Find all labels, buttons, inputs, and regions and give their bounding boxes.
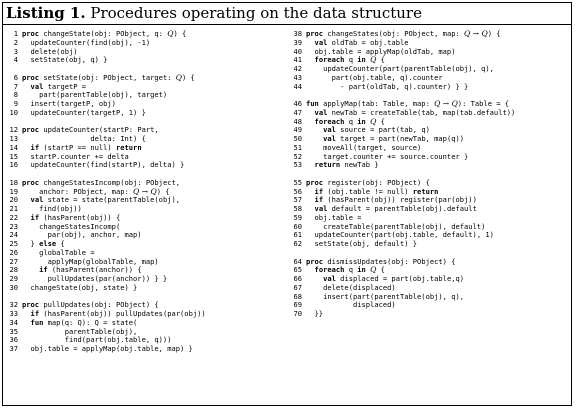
math-symbol: Q [464,29,471,38]
code-text: q [344,265,358,275]
line-number: 44 [293,81,302,91]
code-text: insert(targetP, obj) [22,99,116,108]
line-number: 20 [9,195,18,205]
code-text [306,125,323,134]
code-keyword: if [314,186,324,196]
code-keyword: val [314,204,328,213]
math-arrow: → [470,29,482,38]
line-number: 60 [293,221,302,231]
code-text: targetP = [43,81,87,91]
code-text: ): Table = { [457,99,510,108]
code-text [22,309,31,318]
code-keyword: if [30,212,40,222]
code-text: part(obj.table, q).counter [306,72,443,82]
code-text: updateCounter(find(obj), -1) [22,37,151,47]
code-text: setState(obj, default) } [306,239,418,248]
line-number: 68 [293,291,302,301]
math-symbol: Q [150,186,157,196]
line-number: 61 [293,230,302,240]
code-text [306,55,315,64]
line-number: 37 [9,344,18,353]
code-text: obj.table = applyMap(oldTab, map) [306,46,456,56]
code-line [4,109,252,118]
code-text: createTable(parentTable(obj), default) [306,221,486,231]
code-text: default = parentTable(obj).default [327,204,477,213]
code-keyword: fun [30,317,44,327]
code-keyword: in [357,116,366,126]
code-keyword: if [314,195,324,205]
code-text: state = state(parentTable(obj), [43,195,181,205]
code-keyword: proc [22,72,40,82]
code-text: (hasParent(anchor)) { [47,265,142,275]
line-number: 42 [293,64,302,73]
code-text [306,38,315,47]
code-text: parentTable(obj), [22,326,138,336]
code-text: displaced = part(obj.table,q) [335,274,465,283]
code-keyword: proc [22,125,40,135]
math-symbol: Q [370,265,377,275]
code-text: oldTab = obj.table [327,37,409,47]
line-number: 27 [9,256,18,266]
code-keyword: val [314,107,328,117]
line-number: 25 [9,239,18,248]
code-keyword: return [314,160,341,170]
code-text: (obj.table != null) [323,186,413,196]
code-text: ) { [156,186,170,196]
code-line [288,83,572,92]
code-text: delete(obj) [22,46,78,56]
code-text: dismissUpdates(obj: PObject) { [323,256,456,266]
line-number: 16 [9,160,18,170]
code-line [4,161,252,170]
line-number: 3 [13,46,18,56]
code-keyword: val [323,134,336,143]
code-text [22,195,31,204]
code-line [4,345,252,354]
line-number: 6 [13,72,18,82]
math-symbol: Q [434,99,441,108]
code-text: applyMap(tab: Table, map: [318,99,435,108]
code-text: setState(obj, q) } [22,55,108,65]
line-number: 70 [293,309,302,318]
code-keyword: in [357,55,366,65]
code-line [288,310,572,319]
code-line [288,161,572,170]
code-text: updateCounter(part(obj.table, default), 1) [306,230,494,240]
code-keyword: if [39,265,48,275]
code-text: pullUpdates(obj: PObject) { [39,300,159,310]
math-arrow: → [440,99,452,108]
math-symbol: Q [370,116,377,126]
line-number: 43 [293,72,302,82]
code-text: part(parentTable(obj), target) [22,90,168,100]
line-number: 36 [9,335,18,345]
line-number: 22 [9,212,18,222]
code-text: map(q: Q): Q = state( [43,317,138,327]
line-number: 66 [293,274,302,283]
line-number: 65 [293,265,302,275]
code-keyword: if [30,142,40,152]
line-number: 46 [293,99,302,108]
line-number: 35 [9,326,18,336]
code-text: }} [306,309,324,318]
code-text: changeStates(obj: PObject, map: [323,29,465,38]
code-text: insert(part(parentTable(obj), q), [306,291,465,301]
code-keyword: val [30,195,44,205]
code-text [22,213,31,222]
code-text: register(obj: PObject) { [323,177,430,187]
line-number: 62 [293,239,302,248]
line-number: 39 [293,37,302,47]
code-text [22,318,31,327]
code-text [306,204,315,213]
code-keyword: in [357,265,366,275]
code-text: obj.table = applyMap(obj.table, map) } [22,344,193,353]
code-text [306,265,315,274]
math-symbol: Q [133,186,140,196]
code-text: source = part(tab, q) [335,125,430,135]
line-number: 47 [293,107,302,117]
code-text: newTab } [340,160,379,170]
code-text: anchor: PObject, map: [22,186,134,196]
code-keyword: proc [306,29,324,38]
line-number: 38 [293,29,302,38]
line-number: 18 [9,177,18,187]
code-text [306,274,323,283]
code-text: ) { [487,29,501,38]
code-text [22,143,31,152]
listing-label: Listing 1. [6,4,86,22]
line-number: 34 [9,317,18,327]
line-number: 23 [9,221,18,231]
line-number: 67 [293,282,302,292]
line-number: 30 [9,282,18,292]
line-number: 56 [293,186,302,196]
math-arrow: → [139,186,151,196]
line-number: 1 [13,29,18,38]
code-text: } [22,239,40,248]
line-number: 32 [9,300,18,310]
code-text: q [344,55,358,65]
code-text: (hasParent(obj)) { [39,212,121,222]
code-text [22,265,39,274]
code-keyword: else [39,239,57,248]
code-text: target.counter += source.counter } [306,151,469,161]
line-number: 12 [9,125,18,135]
math-symbol: Q [370,55,377,65]
code-text: (hasParent(obj)) pullUpdates(par(obj)) [39,309,206,318]
code-keyword: proc [22,29,40,38]
line-number: 7 [13,81,18,91]
code-text: (hasParent(obj)) register(par(obj)) [323,195,477,205]
code-text: updateCounter(part(parentTable(obj), q), [306,64,494,73]
code-text: changeState(obj: PObject, q: [39,29,168,38]
code-text: - part(oldTab, q).counter) } } [306,81,469,91]
code-keyword: val [323,125,336,135]
line-number: 69 [293,300,302,310]
code-text: delete(displaced) [306,282,396,292]
code-text: delta: Int) { [22,134,146,143]
code-text: find(obj)) [22,204,82,213]
listing-caption [6,2,566,24]
line-number: 14 [9,142,18,152]
code-keyword: proc [306,177,324,187]
code-text: q [344,116,358,126]
math-symbol: Q [175,72,182,82]
code-text: { [376,116,385,126]
line-number: 4 [13,55,18,65]
code-text [22,82,31,91]
code-line [4,56,252,65]
code-text: setState(obj: PObject, target: [39,72,176,82]
code-text: obj.table = [306,212,362,222]
line-number: 8 [13,90,18,100]
line-number: 2 [13,37,18,47]
code-keyword: val [314,37,328,47]
line-number: 15 [9,151,18,161]
code-text: updateCounter(startP: Part, [39,125,159,135]
code-text: globalTable = [22,247,95,257]
code-text: ) { [182,72,195,82]
code-text: target = part(newTab, map(q)) [335,134,465,143]
code-text: changeStatesIncomp(obj: PObject, [39,177,181,187]
code-text [306,187,315,196]
code-text [306,195,315,204]
code-keyword: foreach [314,116,345,126]
line-number: 13 [9,134,18,143]
code-keyword: val [30,81,44,91]
line-number: 19 [9,186,18,196]
caption-rule [2,24,572,25]
line-number: 55 [293,177,302,187]
line-number: 59 [293,212,302,222]
code-column-right [288,30,572,319]
line-number: 21 [9,204,18,213]
line-number: 29 [9,274,18,283]
code-text: { [376,265,385,275]
code-text: { [56,239,65,248]
math-symbol: Q [481,29,488,38]
code-text [306,160,315,169]
code-keyword: if [30,309,40,318]
code-column-left [4,30,252,354]
code-text: par(obj), anchor, map) [22,230,142,240]
math-symbol: Q [451,99,458,108]
code-text: updateCounter(targetP, 1) } [22,107,146,117]
code-line [288,301,572,310]
line-number: 53 [293,160,302,170]
math-symbol: Q [167,29,174,38]
code-text: startP.counter += delta [22,151,129,161]
line-number: 26 [9,247,18,257]
code-text [306,134,323,143]
code-keyword: val [323,274,336,283]
code-text: displaced) [306,300,396,310]
code-keyword: foreach [314,265,345,275]
code-text: moveAll(target, source) [306,142,422,152]
code-keyword: proc [22,300,40,310]
code-text: find(part(obj.table, q))) [22,335,172,345]
code-text: ) { [173,29,187,38]
code-text: changeState(obj, state) } [22,282,138,292]
code-keyword: return [412,186,439,196]
line-number: 51 [293,142,302,152]
code-text: pullUpdates(par(anchor)) } } [22,274,168,283]
code-keyword: proc [22,177,40,187]
code-text: changeStatesIncomp( [22,221,121,231]
line-number: 64 [293,256,302,266]
code-keyword: foreach [314,55,345,65]
line-number: 57 [293,195,302,205]
code-keyword: fun [306,99,319,108]
line-number: 48 [293,116,302,126]
code-text: updateCounter(find(startP), delta) } [22,160,185,170]
line-number: 28 [9,265,18,275]
code-line [4,284,252,293]
line-number: 40 [293,46,302,56]
listing-title: Procedures operating on the data structure [85,4,422,22]
code-line [288,240,572,249]
code-text [306,117,315,126]
line-number: 10 [9,107,18,117]
code-text: newTab = createTable(tab, map(tab.default)) [327,107,516,117]
code-text: (startP == null) [39,142,116,152]
line-number: 58 [293,204,302,213]
line-number: 49 [293,125,302,135]
line-number: 9 [13,99,18,108]
line-number: 41 [293,55,302,65]
code-keyword: proc [306,256,324,266]
line-number: 52 [293,151,302,161]
line-number: 33 [9,309,18,318]
code-keyword: return [115,142,142,152]
line-number: 50 [293,134,302,143]
code-text: { [376,55,385,65]
code-text: applyMap(globalTable, map) [22,256,159,266]
line-number: 24 [9,230,18,240]
code-text [306,108,315,117]
